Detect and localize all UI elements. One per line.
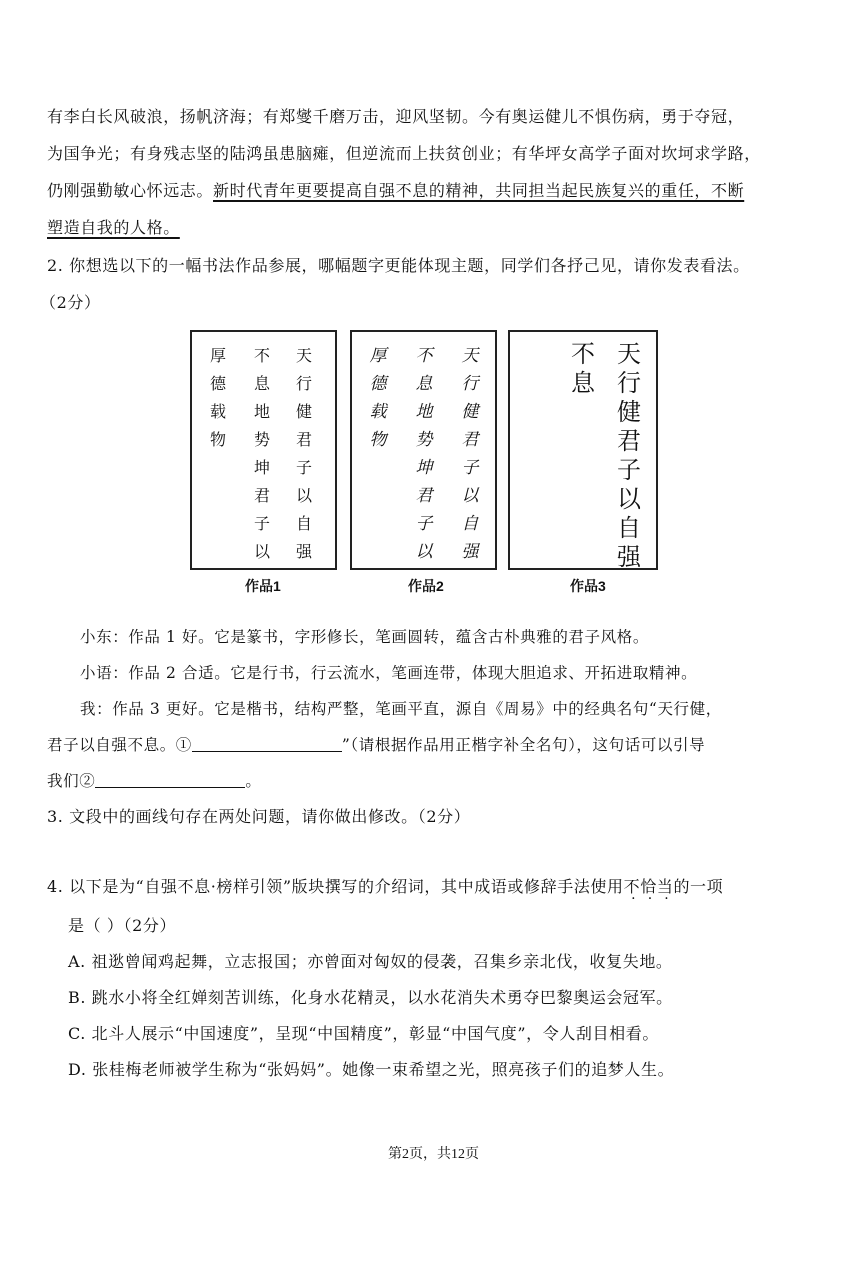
work-3-column-2: 不息 (571, 340, 595, 397)
underlined-sentence-part-1: 新时代青年更要提高自强不息的精神，共同担当起民族复兴的重任，不断 (213, 181, 745, 200)
work-1-column-3: 厚德载物 (209, 346, 226, 449)
work-1-column-1: 天行健君子以自强 (295, 346, 312, 561)
passage-line-3-plain: 仍刚强勤敏心怀远志。 (47, 181, 214, 200)
work-2-column-3: 厚德载物 (369, 346, 387, 450)
question-2-points: （2分） (40, 293, 101, 312)
option-a: A. 祖逖曾闻鸡起舞，立志报国；亦曾面对匈奴的侵袭，召集乡亲北伐，收复失地。 (68, 952, 673, 971)
passage-line-1: 有李白长风破浪，扬帆济海；有郑燮千磨万击，迎风坚韧。今有奥运健儿不惧伤病，勇于夺冠， (47, 107, 745, 126)
emphasized-not-appropriate: 不恰当 (623, 877, 674, 896)
question-3: 3. 文段中的画线句存在两处问题，请你做出修改。（2分） (47, 807, 471, 826)
work-3-frame (508, 330, 658, 570)
dialogue-me-line-2 (47, 733, 705, 755)
option-b: B. 跳水小将全红婵刻苦训练，化身水花精灵，以水花消失术勇夺巴黎奥运会冠军。 (68, 988, 673, 1007)
work-2-frame (350, 330, 497, 570)
work-3-caption: 作品3 (570, 578, 606, 594)
work-2-column-2: 不息地势坤君子以 (415, 346, 433, 562)
calligraphy-works (190, 330, 660, 600)
work-1-caption: 作品1 (245, 578, 281, 594)
dialogue-me-line-3 (47, 769, 261, 791)
dialogue-me-line-3-start: 我们② (47, 772, 96, 790)
dialogue-xiaoyu: 小语：作品 2 合适。它是行书，行云流水，笔画连带，体现大胆追求、开拓进取精神。 (80, 664, 698, 682)
question-4-line-1 (47, 874, 723, 897)
page-number: 第2页，共12页 (388, 1147, 479, 1162)
passage-line-3 (47, 178, 744, 201)
dialogue-me-line-1: 我：作品 3 更好。它是楷书，结构严整，笔画平直，源自《周易》中的经典名句“天行健， (80, 700, 722, 718)
underlined-sentence-part-2: 塑造自我的人格。 (47, 218, 180, 237)
answer-blank-2[interactable] (95, 771, 245, 788)
question-2: 2. 你想选以下的一幅书法作品参展，哪幅题字更能体现主题，同学们各抒己见，请你发表看法。 (47, 256, 750, 275)
work-1-frame (190, 330, 337, 570)
work-2-column-1: 天行健君子以自强 (461, 346, 479, 562)
question-4-line-2: 是（ ）（2分） (68, 916, 177, 935)
question-4-text-start: 4. 以下是为“自强不息·榜样引领”版块撰写的介绍词，其中成语或修辞手法使用 (47, 877, 624, 896)
dialogue-xiaodong: 小东：作品 1 好。它是篆书，字形修长，笔画圆转，蕴含古朴典雅的君子风格。 (80, 628, 649, 646)
dialogue-me-line-2-end: ”（请根据作品用正楷字补全名句），这句话可以引导 (341, 736, 706, 754)
dialogue-me-line-3-end: 。 (245, 772, 262, 790)
option-c: C. 北斗人展示“中国速度”，呈现“中国精度”，彰显“中国气度”，令人刮目相看。 (68, 1024, 659, 1043)
answer-blank-1[interactable] (192, 735, 342, 752)
work-1-column-2: 不息地势坤君子以 (253, 346, 270, 561)
question-4-text-end: 的一项 (673, 877, 724, 896)
passage-line-2: 为国争光；有身残志坚的陆鸿虽患脑瘫，但逆流而上扶贫创业；有华坪女高学子面对坎坷求学路， (47, 144, 761, 163)
dialogue-me-line-2-start: 君子以自强不息。① (47, 736, 192, 754)
option-d: D. 张桂梅老师被学生称为“张妈妈”。她像一束希望之光，照亮孩子们的追梦人生。 (68, 1060, 675, 1079)
work-2-caption: 作品2 (408, 578, 444, 594)
work-3-column-1: 天行健君子以自强 (617, 340, 641, 571)
